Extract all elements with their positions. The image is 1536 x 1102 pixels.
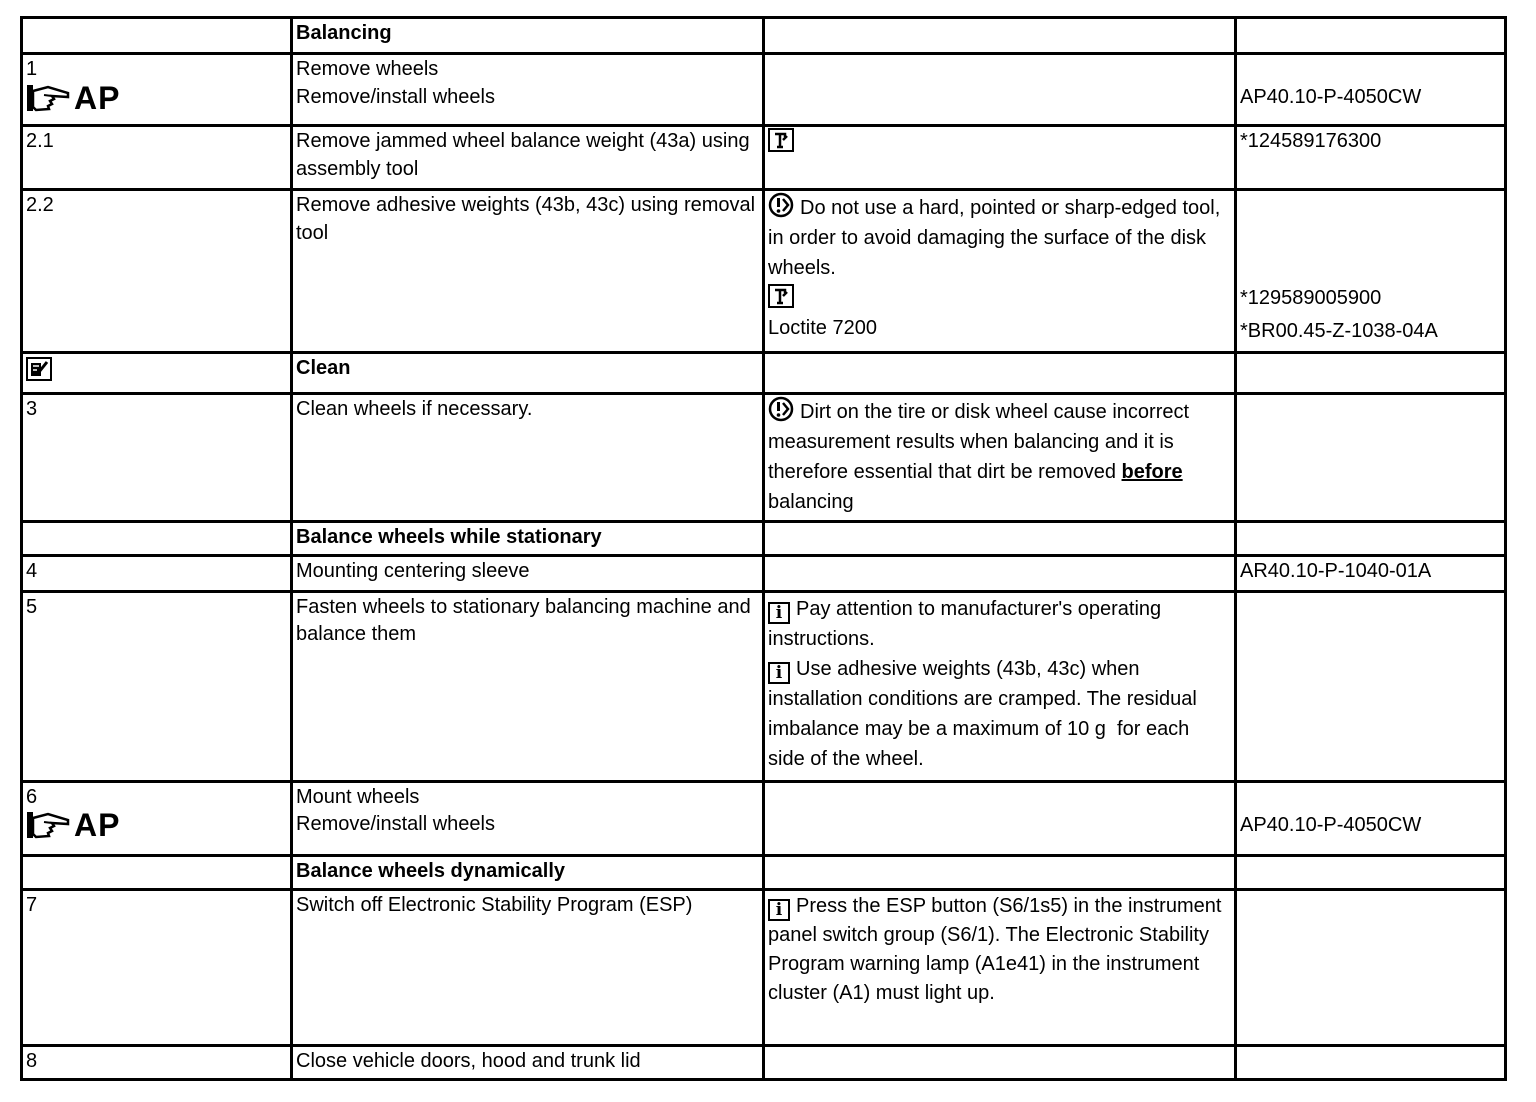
consumable-name: Loctite 7200: [768, 317, 877, 339]
step-cell: 4: [22, 555, 292, 591]
instruction-line: Remove/install wheels: [296, 813, 495, 836]
ref-cell: [1236, 18, 1506, 54]
ap-reference-marker: [26, 79, 286, 116]
step-cell: [22, 18, 292, 54]
step-number: 6: [26, 785, 38, 808]
section-row-dynamic: [22, 855, 1506, 889]
step-cell: 3: [22, 393, 292, 521]
step-row-5: [22, 591, 1506, 781]
instruction-cell: Clean wheels if necessary.: [292, 393, 764, 521]
step-cell: [22, 781, 292, 855]
instruction-line: Mount wheels: [296, 785, 420, 808]
ref-cell: AR40.10-P-1040-01A: [1236, 555, 1506, 591]
instruction-cell: [292, 54, 764, 126]
section-heading: Balance wheels while stationary: [292, 521, 764, 555]
note-cell: [764, 126, 1236, 190]
ap-label: AP: [74, 79, 121, 116]
instruction-cell: Mounting centering sleeve: [292, 555, 764, 591]
ref-cell: [1236, 393, 1506, 521]
caution-note: [768, 192, 1230, 283]
caution-text: Dirt on the tire or disk wheel cause incorrect measurement results when balancing and it is therefore essential that dirt be removed: [768, 400, 1190, 483]
info-icon: i: [768, 662, 790, 684]
step-row-2-2: [22, 190, 1506, 353]
emphasis-text: before: [1121, 460, 1183, 483]
step-row-7: [22, 889, 1506, 1045]
caution-text: Do not use a hard, pointed or sharp-edged tool, in order to avoid damaging the surface of the disk wheels.: [768, 197, 1221, 279]
instruction-cell: Switch off Electronic Stability Program (ESP): [292, 889, 764, 1045]
section-row-stationary: [22, 521, 1506, 555]
pointing-hand-icon: [26, 83, 72, 113]
step-row-8: [22, 1045, 1506, 1079]
note-cell: [764, 190, 1236, 353]
special-tool-icon: [768, 128, 794, 152]
section-heading: Clean: [292, 353, 764, 394]
reference-code: *129589005900: [1240, 287, 1382, 309]
ref-cell: [1236, 855, 1506, 889]
instruction-line: Remove/install wheels: [296, 85, 495, 108]
step-row-2-1: [22, 126, 1506, 190]
ref-cell: [1236, 353, 1506, 394]
instruction-cell: Close vehicle doors, hood and trunk lid: [292, 1045, 764, 1079]
ref-cell: [1236, 591, 1506, 781]
info-text: Pay attention to manufacturer's operating instructions.: [768, 597, 1162, 650]
step-cell: 2.2: [22, 190, 292, 353]
note-cell: [764, 353, 1236, 394]
note-cell: [764, 393, 1236, 521]
instruction-cell: [292, 781, 764, 855]
step-row-6: [22, 781, 1506, 855]
note-cell: [764, 889, 1236, 1045]
reference-code: AP40.10-P-4050CW: [1240, 86, 1422, 108]
cleaning-icon: [26, 357, 52, 381]
ap-reference-marker: [26, 807, 286, 844]
ap-label: AP: [74, 807, 121, 844]
note-cell: [764, 18, 1236, 54]
info-icon: i: [768, 602, 790, 624]
section-row-balancing: [22, 18, 1506, 54]
ref-cell: [1236, 54, 1506, 126]
ref-cell: [1236, 521, 1506, 555]
info-text: Use adhesive weights (43b, 43c) when installation conditions are cramped. The residual imbalance may be a maximum of 10 g for each side of the wheel.: [768, 657, 1203, 770]
procedure-table: [20, 16, 1507, 1081]
special-tool-icon: [768, 284, 794, 308]
instruction-line: Remove wheels: [296, 58, 439, 80]
ref-cell: [1236, 781, 1506, 855]
note-cell: [764, 781, 1236, 855]
note-cell: [764, 555, 1236, 591]
step-cell: 2.1: [22, 126, 292, 190]
note-cell: [764, 855, 1236, 889]
step-row-4: [22, 555, 1506, 591]
step-cell: [22, 54, 292, 126]
note-cell: [764, 591, 1236, 781]
note-cell: [764, 54, 1236, 126]
caution-icon: [768, 192, 794, 218]
step-cell: [22, 521, 292, 555]
instruction-cell: Fasten wheels to stationary balancing machine and balance them: [292, 591, 764, 781]
reference-code: *BR00.45-Z-1038-04A: [1240, 320, 1438, 342]
section-heading: Balance wheels dynamically: [292, 855, 764, 889]
instruction-cell: Remove adhesive weights (43b, 43c) using removal tool: [292, 190, 764, 353]
section-row-clean: [22, 353, 1506, 394]
step-number: 1: [26, 58, 38, 80]
reference-code: AP40.10-P-4050CW: [1240, 813, 1422, 836]
step-cell: [22, 855, 292, 889]
ref-cell: [1236, 889, 1506, 1045]
note-cell: [764, 1045, 1236, 1079]
ref-cell: *124589176300: [1236, 126, 1506, 190]
instruction-cell: Remove jammed wheel balance weight (43a) using assembly tool: [292, 126, 764, 190]
ref-cell: [1236, 1045, 1506, 1079]
caution-icon: [768, 396, 794, 422]
section-heading: Balancing: [292, 18, 764, 54]
step-row-3: [22, 393, 1506, 521]
step-cell: 5: [22, 591, 292, 781]
info-note: [768, 654, 1230, 774]
info-text: Press the ESP button (S6/1s5) in the instrument panel switch group (S6/1). The Electronic Stability Program warning lamp (A1e41) in the instrument cluster (A1) must light up.: [768, 894, 1222, 1004]
ref-cell: [1236, 190, 1506, 353]
pointing-hand-icon: [26, 810, 72, 840]
step-row-1: [22, 54, 1506, 126]
step-cell: 8: [22, 1045, 292, 1079]
info-note: [768, 594, 1230, 654]
step-cell: 7: [22, 889, 292, 1045]
step-cell: [22, 353, 292, 394]
caution-text-end: balancing: [768, 490, 854, 513]
info-icon: i: [768, 899, 790, 921]
note-cell: [764, 521, 1236, 555]
